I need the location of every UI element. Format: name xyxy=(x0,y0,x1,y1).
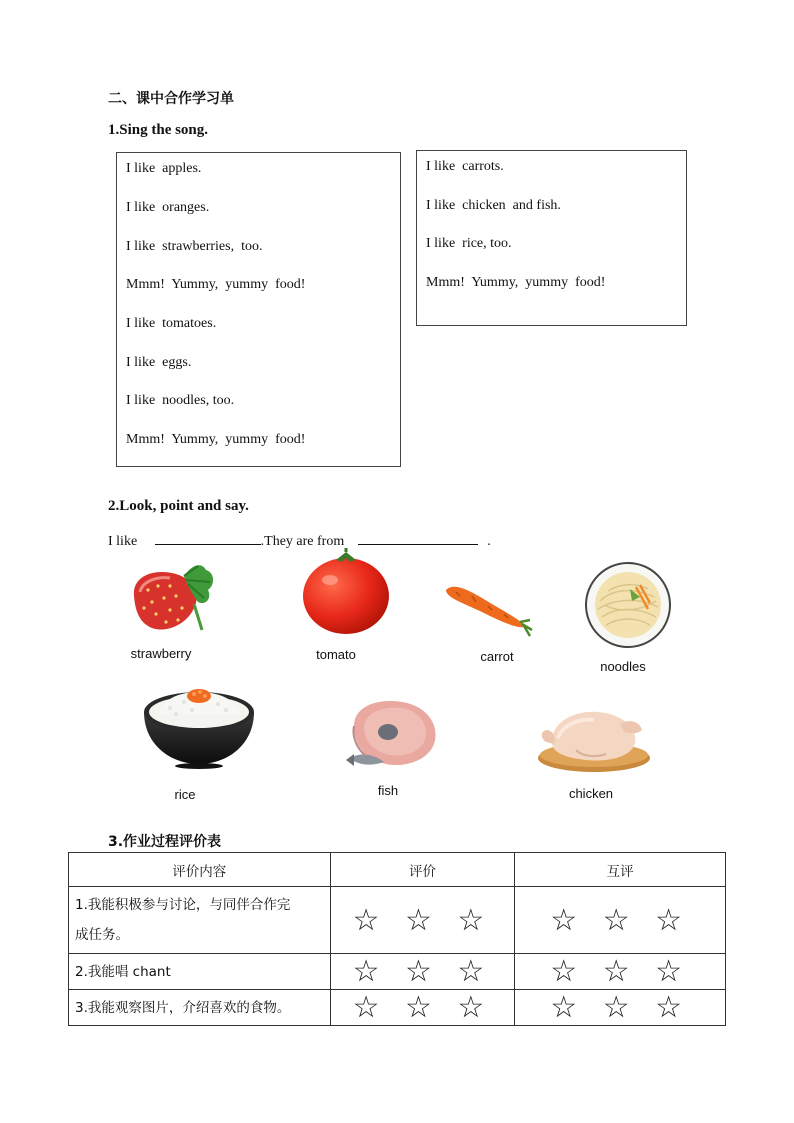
song-line: Mmm! Yummy, yummy food! xyxy=(426,275,606,290)
song-line: I like eggs. xyxy=(126,355,192,370)
chicken-icon xyxy=(536,700,652,776)
criteria-cell xyxy=(69,887,331,954)
criteria-cell: 3.我能观察图片，介绍喜欢的食物。 xyxy=(69,990,331,1026)
song-line: I like apples. xyxy=(126,161,202,176)
peer-rating-stars[interactable]: ☆ ☆ ☆ xyxy=(515,887,726,954)
table-header-row xyxy=(69,853,726,887)
food-label: chicken xyxy=(568,786,614,801)
task2-title: 2.Look, point and say. xyxy=(108,498,249,514)
food-label: noodles xyxy=(600,659,646,674)
table-header-cell: 互评 xyxy=(515,853,726,887)
sentence-part: .They are from xyxy=(260,534,345,549)
table-row xyxy=(69,887,726,954)
song-line: Mmm! Yummy, yummy food! xyxy=(126,432,306,447)
self-rating-stars[interactable]: ☆ ☆ ☆ xyxy=(330,887,515,954)
song-line: I like noodles, too. xyxy=(126,393,235,408)
table-row xyxy=(69,990,726,1026)
song-line: I like chicken and fish. xyxy=(426,198,561,213)
song-line: I like carrots. xyxy=(426,159,504,174)
food-label: carrot xyxy=(480,649,514,664)
self-rating-stars[interactable]: ☆ ☆ ☆ xyxy=(330,954,515,990)
peer-rating-stars[interactable]: ☆ ☆ ☆ xyxy=(515,954,726,990)
food-label: rice xyxy=(174,787,196,802)
blank-line[interactable] xyxy=(155,531,261,545)
criteria-cell: 2.我能唱 chant xyxy=(69,954,331,990)
self-rating-stars[interactable]: ☆ ☆ ☆ xyxy=(330,990,515,1026)
peer-rating-stars[interactable]: ☆ ☆ ☆ xyxy=(515,990,726,1026)
blank-line[interactable] xyxy=(358,531,478,545)
song-line: I like oranges. xyxy=(126,200,210,215)
song-line: I like tomatoes. xyxy=(126,316,217,331)
tomato-icon xyxy=(300,548,392,638)
sentence-part: I like xyxy=(108,534,138,549)
table-header-cell: 评价 xyxy=(330,853,515,887)
food-label: strawberry xyxy=(130,646,192,661)
criteria-text: 1.我能积极参与讨论，与同伴合作完 xyxy=(75,897,291,913)
song-box-left xyxy=(116,152,401,467)
task1-title: 1.Sing the song. xyxy=(108,122,209,138)
noodles-icon xyxy=(584,561,672,649)
task3-title: 3.作业过程评价表 xyxy=(108,834,222,850)
song-box-right xyxy=(416,150,687,326)
song-line: I like rice, too. xyxy=(426,236,512,251)
evaluation-table xyxy=(68,852,726,1026)
song-line: Mmm! Yummy, yummy food! xyxy=(126,277,306,292)
table-row xyxy=(69,954,726,990)
criteria-text: 成任务。 xyxy=(75,927,129,943)
food-label: tomato xyxy=(316,647,356,662)
food-label: fish xyxy=(377,783,399,798)
strawberry-icon xyxy=(126,562,218,638)
rice-icon xyxy=(140,682,258,770)
table-header-cell: 评价内容 xyxy=(69,853,331,887)
sentence-end: . xyxy=(487,534,491,549)
song-line: I like strawberries, too. xyxy=(126,239,263,254)
section-title: 二、课中合作学习单 xyxy=(108,91,234,107)
fish-icon xyxy=(344,696,444,774)
carrot-icon xyxy=(442,582,534,640)
